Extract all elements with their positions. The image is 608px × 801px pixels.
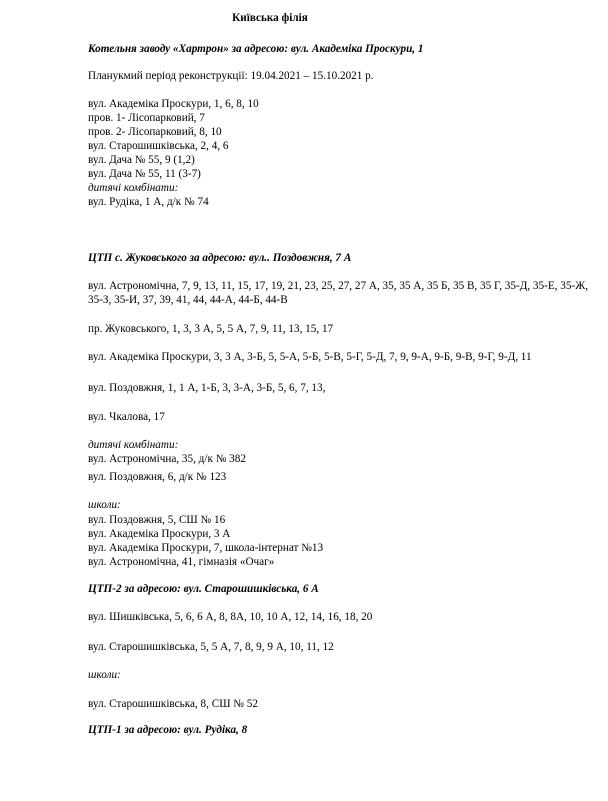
school-line: вул. Академіка Проскури, 7, школа-інтернат №13 [88,542,324,554]
address-line: вул. Шишківська, 5, 6, 6 А, 8, 8А, 10, 10 А, 12, 14, 16, 18, 20 [88,611,373,623]
address-line: вул. Академіка Проскури, 3, 3 А, 3-Б, 5, 5-А, 5-Б, 5-В, 5-Г, 5-Д, 7, 9, 9-А, 9-Б, 9-В, 9-Г, 9-Д, 11 [88,351,532,363]
address-line: пр. Жуковського, 1, 3, 3 А, 5, 5 А, 7, 9, 11, 13, 15, 17 [88,323,334,335]
section-heading: Котельня заводу «Хартрон» за адресою: вул. Академіка Проскури, 1 [88,43,424,55]
school-line: вул. Старошишківська, 8, СШ № 52 [88,698,258,710]
schools-label: школи: [88,499,121,511]
kindergarten-line: вул. Астрономічна, 35, д/к № 382 [88,453,246,465]
address-line: вул. Старошишківська, 2, 4, 6 [88,140,229,152]
section-heading: ЦТП-2 за адресою: вул. Старошишківська, 6 А [88,583,319,595]
reconstruction-period: Планукмий період реконструкції: 19.04.2021 – 15.10.2021 р. [88,70,374,82]
address-line: пров. 2- Лісопарковий, 8, 10 [88,126,222,138]
kindergarten-label: дитячі комбінати: [88,182,179,194]
page-title: Київська філія [232,12,308,24]
address-line: пров. 1- Лісопарковий, 7 [88,112,205,124]
address-line: вул. Старошишківська, 5, 5 А, 7, 8, 9, 9 А, 10, 11, 12 [88,641,334,653]
address-line: вул. Астрономічна, 7, 9, 13, 11, 15, 17, 19, 21, 23, 25, 27, 27 А, 35, 35 А, 35 Б, 35 В, 35 Г, 35-Д, 35-Е, 35-Ж, 35-З, 35-И, 37, 39, 41, 44, 44-А, 44-Б, 44-В [88,280,589,306]
school-line: вул. Астрономічна, 41, гімназія «Очаг» [88,556,275,568]
address-line: вул. Поздовжня, 1, 1 А, 1-Б, 3, 3-А, 3-Б, 5, 6, 7, 13, [88,382,326,394]
section-heading: ЦТП-1 за адресою: вул. Рудіка, 8 [88,724,248,736]
kindergarten-line: вул. Поздовжня, 6, д/к № 123 [88,471,227,483]
address-line: вул. Дача № 55, 9 (1,2) [88,154,195,166]
address-line: вул. Академіка Проскури, 1, 6, 8, 10 [88,98,259,110]
address-line: вул. Чкалова, 17 [88,411,165,423]
schools-label: школи: [88,669,121,681]
address-line: вул. Дача № 55, 11 (3-7) [88,168,201,180]
section-heading: ЦТП с. Жуковського за адресою: вул.. Поздовжня, 7 А [88,252,352,264]
school-line: вул. Поздовжня, 5, СШ № 16 [88,514,226,526]
school-line: вул. Академіка Проскури, 3 А [88,528,231,540]
kindergarten-label: дитячі комбінати: [88,439,179,451]
kindergarten-line: вул. Рудіка, 1 А, д/к № 74 [88,196,209,208]
